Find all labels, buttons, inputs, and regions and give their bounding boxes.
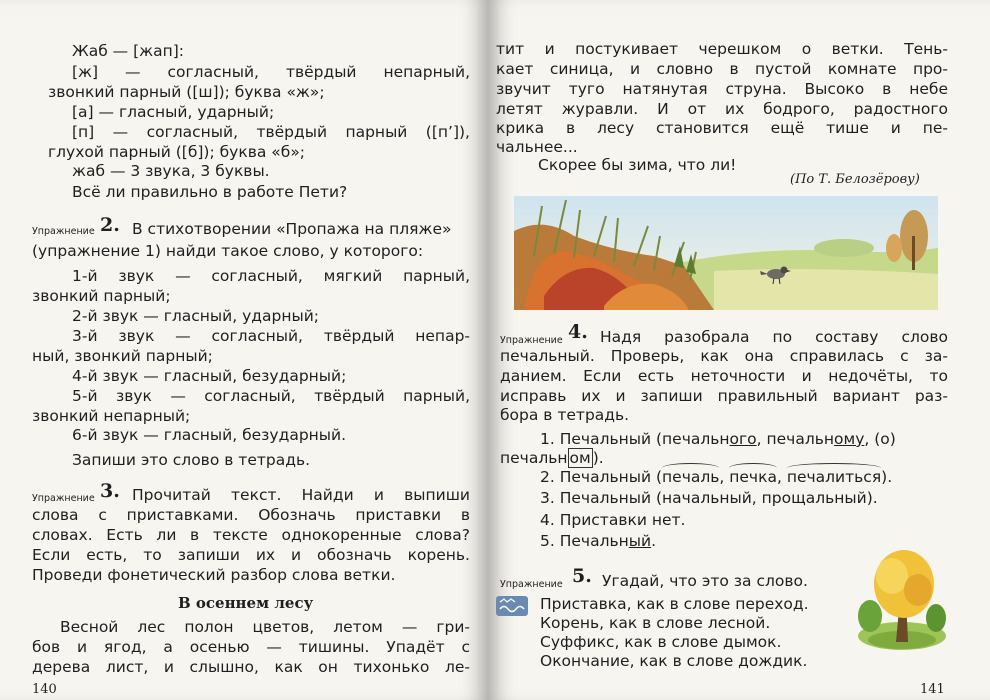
exercise-label: Упражнение xyxy=(500,579,563,590)
page-number: 141 xyxy=(920,682,945,697)
exercise-2-text: 2-й звук — гласный, ударный; xyxy=(72,307,319,325)
exercise-label: Упражнение xyxy=(32,493,95,504)
jab-line: Жаб — [жап]: xyxy=(72,42,185,60)
story-text: крика в лесу становится ещё тише и пе- xyxy=(496,119,948,137)
exercise-3-text: словах. Есть ли в тексте однокоренные слова? xyxy=(32,526,470,544)
story-text: тит и постукивает черешком о ветки. Тень- xyxy=(496,40,948,58)
exercise-2-text: 1-й звук — согласный, мягкий парный, xyxy=(72,267,470,285)
jab-line: жаб — 3 звука, 3 буквы. xyxy=(72,162,270,180)
exercise-number: 3. xyxy=(100,480,120,502)
exercise-4-text: исправь их и запиши правильный вариант раз- xyxy=(500,387,948,405)
parse-item-4: 4. Приставки нет. xyxy=(540,511,686,529)
story-text: бов и ягод, а осенью — тишины. Упадёт с xyxy=(32,638,470,656)
exercise-4-text: печальный. Проверь, как она справилась с за- xyxy=(500,347,948,365)
exercise-number: 4. xyxy=(568,321,588,343)
parse-item-3: 3. Печальный (начальный, прощальный). xyxy=(540,489,878,507)
autumn-forest-illustration xyxy=(514,196,938,310)
riddle-icon xyxy=(496,596,528,616)
story-text: кает синица, и словно в пустой комнате про- xyxy=(496,60,948,78)
jab-line: [п] — согласный, твёрдый парный ([п’]), xyxy=(72,123,470,141)
parse-item-2: 2. Печальный (печаль, печка, печалиться). xyxy=(540,468,893,486)
page-140 xyxy=(0,0,488,700)
story-text: Скорее бы зима, что ли! xyxy=(538,156,737,174)
story-author: (По Т. Белозёрову) xyxy=(790,172,920,187)
autumn-tree-illustration xyxy=(856,546,948,652)
exercise-4-text: Надя разобрала по составу слово xyxy=(600,328,948,346)
exercise-2-text: 6-й звук — гласный, безударный. xyxy=(72,426,347,444)
story-text: Весной лес полон цветов, летом — гри- xyxy=(60,618,470,636)
riddle-line: Приставка, как в слове переход. xyxy=(540,595,809,613)
parse-item-5: 5. Печальный. xyxy=(540,532,656,550)
jab-line: глухой парный ([б]); буква «б»; xyxy=(48,143,306,161)
jab-line: звонкий парный ([ш]); буква «ж»; xyxy=(48,83,325,101)
exercise-number: 2. xyxy=(100,214,120,236)
exercise-4-text: данием. Если есть неточности и недочёты, то xyxy=(500,367,948,385)
exercise-2-text: звонкий непарный; xyxy=(32,407,191,425)
exercise-number: 5. xyxy=(572,565,592,587)
page-141 xyxy=(488,0,990,700)
exercise-3-text: слова с приставками. Обозначь приставки в xyxy=(32,506,470,524)
exercise-2-text: 5-й звук — согласный, твёрдый парный, xyxy=(72,387,470,405)
exercise-2-text: (упражнение 1) найди такое слово, у которого: xyxy=(32,242,424,260)
exercise-2-task: Запиши это слово в тетрадь. xyxy=(72,451,311,469)
exercise-5-text: Угадай, что это за слово. xyxy=(602,572,808,590)
riddle-line: Корень, как в слове лесной. xyxy=(540,614,771,632)
exercise-2-text: В стихотворении «Пропажа на пляже» xyxy=(132,220,452,238)
riddle-line: Суффикс, как в слове дымок. xyxy=(540,633,782,651)
page-number: 140 xyxy=(32,682,57,697)
exercise-label: Упражнение xyxy=(500,335,563,346)
question-line: Всё ли правильно в работе Пети? xyxy=(72,183,348,201)
parse-item-1: 1. Печальный (печального, печальному, (о) xyxy=(540,430,896,448)
parse-item-1-cont: печальн ом ). xyxy=(500,449,604,467)
exercise-3-text: Проведи фонетический разбор слова ветки. xyxy=(32,566,396,584)
exercise-2-text: звонкий парный; xyxy=(32,287,171,305)
exercise-label: Упражнение xyxy=(32,226,95,237)
jab-line: [ж] — согласный, твёрдый непарный, xyxy=(72,63,470,81)
exercise-2-text: ный, звонкий парный; xyxy=(32,347,213,365)
exercise-2-text: 4-й звук — гласный, безударный; xyxy=(72,367,347,385)
exercise-4-text: бора в тетрадь. xyxy=(500,406,630,424)
jab-line: [а] — гласный, ударный; xyxy=(72,103,275,121)
exercise-3-text: Если есть, то запиши их и обозначь корень. xyxy=(32,546,470,564)
story-title: В осеннем лесу xyxy=(178,594,314,612)
story-text: летят журавли. И от их бодрого, радостного xyxy=(496,100,948,118)
story-text: дерева лист, и слышно, как он тихонько ле- xyxy=(32,658,470,676)
exercise-3-text: Прочитай текст. Найди и выпиши xyxy=(132,486,470,504)
riddle-line: Окончание, как в слове дождик. xyxy=(540,652,808,670)
exercise-2-text: 3-й звук — согласный, твёрдый непар- xyxy=(72,327,470,345)
story-text: звучит туго натянутая струна. Высоко в небе xyxy=(496,80,948,98)
story-text: чальнее... xyxy=(496,138,578,156)
